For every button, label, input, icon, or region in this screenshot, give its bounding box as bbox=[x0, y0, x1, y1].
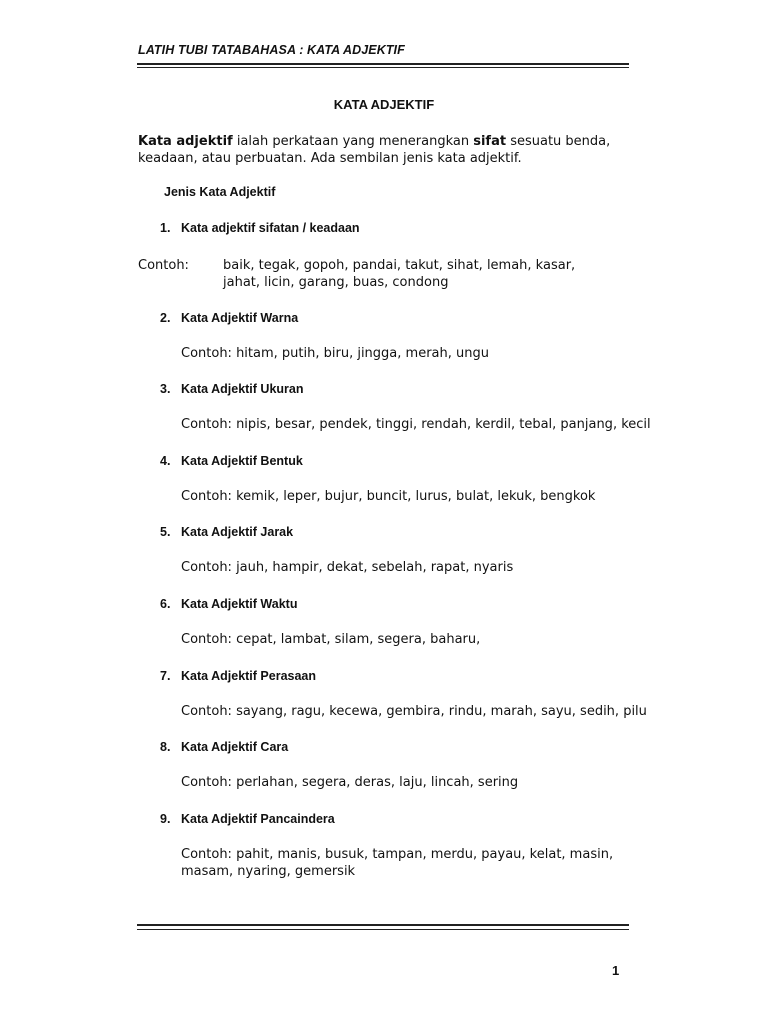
type-heading bbox=[160, 382, 303, 396]
header-rule-top bbox=[137, 63, 629, 65]
type-number: 2. bbox=[160, 311, 171, 325]
type-heading bbox=[160, 311, 298, 325]
type-number: 9. bbox=[160, 812, 171, 826]
type-name: Kata adjektif sifatan / keadaan bbox=[181, 221, 360, 235]
type-examples bbox=[181, 846, 681, 880]
type-number: 6. bbox=[160, 597, 171, 611]
intro-paragraph bbox=[138, 133, 638, 167]
intro-emphasis: sifat bbox=[473, 134, 507, 149]
examples-line: masam, nyaring, gemersik bbox=[181, 864, 356, 879]
type-heading bbox=[160, 812, 335, 826]
examples-line: Contoh: pahit, manis, busuk, tampan, merdu, payau, kelat, masin, bbox=[181, 847, 614, 862]
type-name: Kata Adjektif Pancaindera bbox=[181, 812, 335, 826]
type-number: 5. bbox=[160, 525, 171, 539]
type-heading bbox=[160, 454, 303, 468]
type-number: 1. bbox=[160, 221, 171, 235]
intro-text-2: sesuatu benda, keadaan, atau perbuatan. Ada sembilan jenis kata adjektif. bbox=[138, 134, 611, 166]
intro-text-1: ialah perkataan yang menerangkan bbox=[232, 134, 474, 149]
type-examples: Contoh: nipis, besar, pendek, tinggi, rendah, kerdil, tebal, panjang, kecil bbox=[181, 417, 651, 432]
examples-line: baik, tegak, gopoh, pandai, takut, sihat, lemah, kasar, bbox=[223, 258, 576, 273]
type-name: Kata Adjektif Waktu bbox=[181, 597, 298, 611]
type-examples: Contoh: hitam, putih, biru, jingga, merah, ungu bbox=[181, 346, 489, 361]
header-rule-bottom bbox=[137, 67, 629, 68]
type-number: 4. bbox=[160, 454, 171, 468]
type-name: Kata Adjektif Bentuk bbox=[181, 454, 303, 468]
type-examples: Contoh: kemik, leper, bujur, buncit, lurus, bulat, lekuk, bengkok bbox=[181, 489, 596, 504]
running-header: LATIH TUBI TATABAHASA : KATA ADJEKTIF bbox=[138, 43, 405, 57]
type-heading bbox=[160, 669, 316, 683]
type-heading bbox=[160, 740, 288, 754]
examples-line: jahat, licin, garang, buas, condong bbox=[223, 275, 449, 290]
page-number: 1 bbox=[612, 963, 620, 978]
type-name: Kata Adjektif Jarak bbox=[181, 525, 294, 539]
type-examples: Contoh: cepat, lambat, silam, segera, baharu, bbox=[181, 632, 481, 647]
type-number: 7. bbox=[160, 669, 171, 683]
type-name: Kata Adjektif Perasaan bbox=[181, 669, 317, 683]
type-number: 8. bbox=[160, 740, 171, 754]
type-name: Kata Adjektif Warna bbox=[181, 311, 299, 325]
example-label: Contoh: bbox=[138, 258, 189, 273]
footer-rule-bottom bbox=[137, 929, 629, 930]
type-name: Kata Adjektif Cara bbox=[181, 740, 289, 754]
type-heading bbox=[160, 597, 297, 611]
subheading: Jenis Kata Adjektif bbox=[164, 185, 276, 199]
type-name: Kata Adjektif Ukuran bbox=[181, 382, 304, 396]
type-examples: Contoh: sayang, ragu, kecewa, gembira, rindu, marah, sayu, sedih, pilu bbox=[181, 704, 647, 719]
type-heading bbox=[160, 221, 360, 235]
page-title: KATA ADJEKTIF bbox=[333, 97, 435, 112]
type-heading bbox=[160, 525, 293, 539]
type-number: 3. bbox=[160, 382, 171, 396]
type-examples bbox=[223, 257, 603, 291]
footer-rule-top bbox=[137, 924, 629, 926]
intro-term: Kata adjektif bbox=[138, 134, 233, 149]
type-examples: Contoh: jauh, hampir, dekat, sebelah, rapat, nyaris bbox=[181, 560, 514, 575]
type-examples: Contoh: perlahan, segera, deras, laju, lincah, sering bbox=[181, 775, 519, 790]
